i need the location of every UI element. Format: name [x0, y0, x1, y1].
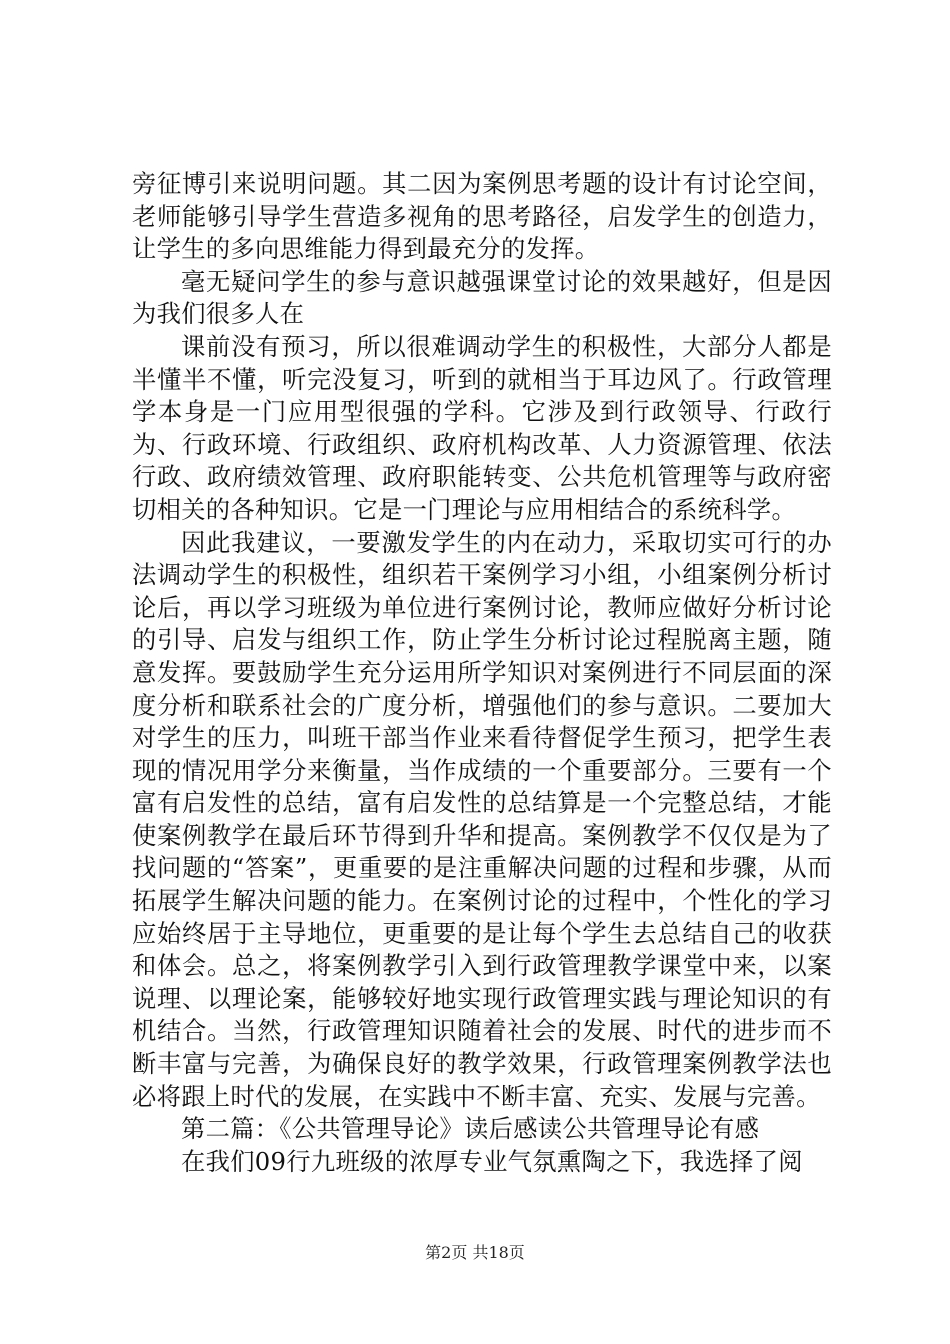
paragraph-1: 旁征博引来说明问题。其二因为案例思考题的设计有讨论空间，老师能够引导学生营造多视角的思考路径，启发学生的创造力，让学生的多向思维能力得到最充分的发挥。 [132, 169, 832, 264]
paragraph-4: 因此我建议，一要激发学生的内在动力，采取切实可行的办法调动学生的积极性，组织若干案例学习小组，小组案例分析讨论后，再以学习班级为单位进行案例讨论，教师应做好分析讨论的引导、启发与组织工作，防止学生分析讨论过程脱离主题，随意发挥。要鼓励学生充分运用所学知识对案例进行不同层面的深度分析和联系社会的广度分析，增强他们的参与意识。二要加大对学生的压力，叫班干部当作业来看待督促学生预习，把学生表现的情况用学分来衡量，当作成绩的一个重要部分。三要有一个富有启发性的总结，富有启发性的总结算是一个完整总结，才能使案例教学在最后环节得到升华和提高。案例教学不仅仅是为了找问题的“答案”，更重要的是注重解决问题的过程和步骤，从而拓展学生解决问题的能力。在案例讨论的过程中，个性化的学习应始终居于主导地位，更重要的是让每个学生去总结自己的收获和体会。总之，将案例教学引入到行政管理教学课堂中来，以案说理、以理论案，能够较好地实现行政管理实践与理论知识的有机结合。当然，行政管理知识随着社会的发展、时代的进步而不断丰富与完善，为确保良好的教学效果，行政管理案例教学法也必将跟上时代的发展，在实践中不断丰富、充实、发展与完善。 [132, 527, 832, 1111]
page-footer: 第2页 共18页 [425, 1243, 525, 1262]
document-body [132, 168, 832, 1178]
paragraph-2: 毫无疑问学生的参与意识越强课堂讨论的效果越好，但是因为我们很多人在 [132, 266, 832, 329]
paragraph-6: 在我们09行九班级的浓厚专业气氛熏陶之下，我选择了阅 [181, 1146, 803, 1176]
section-heading-paragraph: 第二篇：《公共管理导论》读后感读公共管理导论有感 [181, 1114, 760, 1144]
paragraph-3: 课前没有预习，所以很难调动学生的积极性，大部分人都是半懂半不懂，听完没复习，听到的就相当于耳边风了。行政管理学本身是一门应用型很强的学科。它涉及到行政领导、行政行为、行政环境、行政组织、政府机构改革、人力资源管理、依法行政、政府绩效管理、政府职能转变、公共危机管理等与政府密切相关的各种知识。它是一门理论与应用相结合的系统科学。 [132, 331, 832, 524]
